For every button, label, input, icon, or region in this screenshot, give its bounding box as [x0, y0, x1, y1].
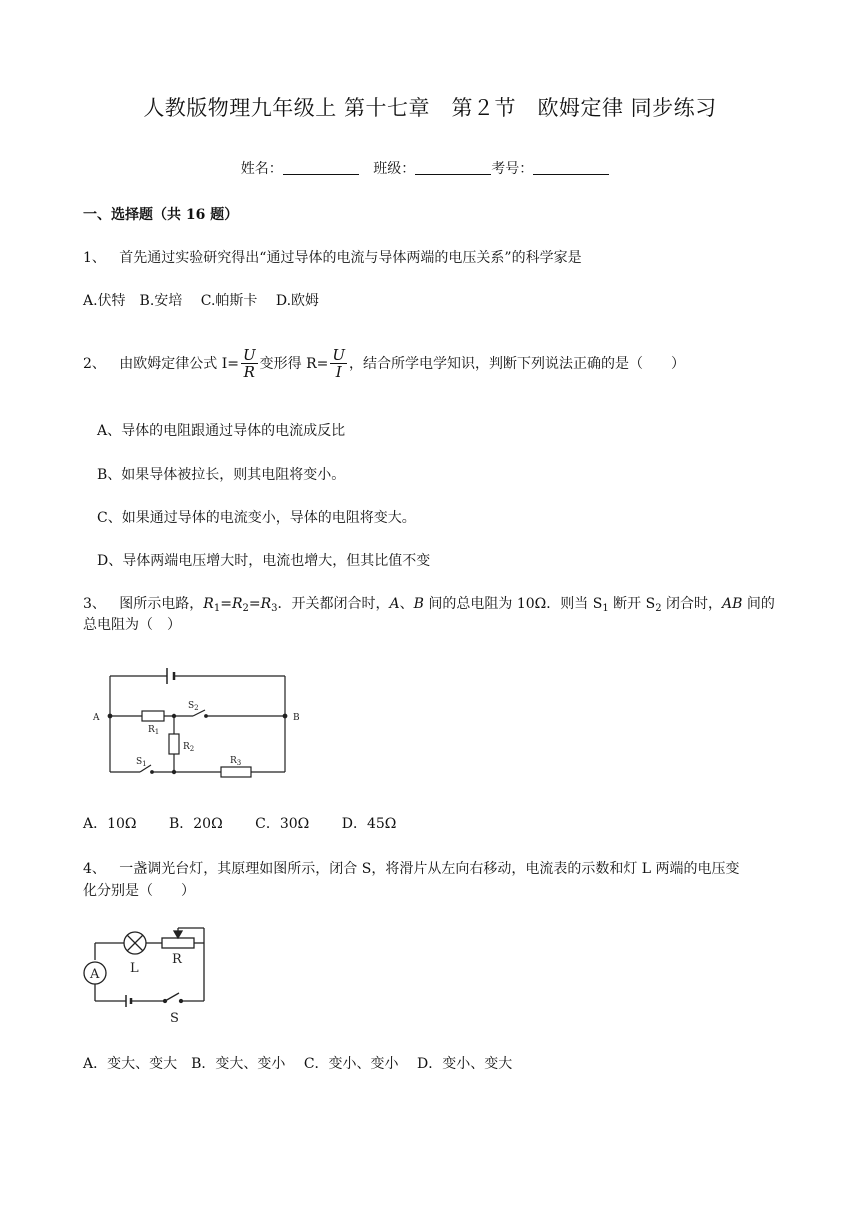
question-number: 3、 [83, 596, 106, 612]
subscript: 2 [655, 603, 662, 614]
var-r: R [203, 596, 214, 612]
label-s1-sub: 1 [142, 760, 147, 768]
name-blank [283, 160, 359, 175]
question-text-post: ，结合所学电学知识，判断下列说法正确的是（ ） [349, 356, 686, 372]
name-label: 姓名： [240, 161, 283, 177]
question-text-pre: 由欧姆定律公式 I= [119, 356, 239, 372]
slider-arrow-head [174, 931, 182, 938]
label-s2-letter: S [188, 701, 195, 711]
page-title: 人教版物理九年级上 第十七章 第２节 欧姆定律 同步练习 [143, 96, 717, 120]
label-b: B [293, 713, 300, 723]
question-text: 一盏调光台灯，其原理如图所示，闭合 S，将滑片从左向右移动，电流表的示数和灯 L 两端的电压变 [119, 861, 740, 877]
var-a: A [389, 596, 400, 612]
question-text: 首先通过实验研究得出“通过导体的电流与导体两端的电压关系”的科学家是 [119, 250, 582, 266]
question-3-line-1 [83, 593, 775, 614]
question-4-line-1 [83, 858, 740, 878]
text-part: = [248, 596, 261, 612]
question-number: 1、 [83, 250, 106, 266]
fraction-numerator: U [243, 345, 256, 364]
question-3-line-2: 总电阻为（ ） [83, 617, 181, 633]
fraction-numerator: U [332, 345, 346, 364]
question-2 [83, 340, 685, 386]
subscript: 3 [271, 603, 278, 614]
question-1 [83, 247, 582, 267]
label-r: R [172, 952, 182, 967]
text-part: 图所示电路， [119, 596, 204, 612]
label-s2-sub: 2 [194, 704, 199, 712]
section-heading: 一、选择题（共 16 题） [83, 207, 239, 223]
fraction-denominator: R [243, 362, 255, 381]
question-2-option-a: A、导体的电阻跟通过导体的电流成反比 [97, 423, 346, 439]
question-number: 4、 [83, 861, 106, 877]
student-info-line [0, 158, 860, 178]
label-r2 [183, 742, 194, 753]
circuit-diagram-q3 [85, 664, 310, 782]
var-r: R [231, 596, 243, 612]
question-4-options: A．变大、变大 B．变大、变小 C．变小、变小 D．变小、变大 [83, 1056, 513, 1072]
switch-s-blade [165, 993, 179, 1001]
label-s1-letter: S [136, 757, 143, 767]
text-part: = [220, 596, 232, 612]
label-l: L [130, 961, 139, 976]
label-r1-sub: 1 [154, 728, 160, 736]
fraction-denominator: I [335, 362, 342, 381]
rheostat-r [162, 938, 194, 948]
label-s2 [188, 701, 199, 712]
resistor-r3 [221, 767, 251, 777]
label-ammeter-a: A [90, 967, 100, 982]
var-r: R [260, 596, 272, 612]
question-2-option-c: C、如果通过导体的电流变小，导体的电阻将变大。 [97, 510, 416, 526]
var-ab: AB [722, 596, 743, 612]
label-r1-letter: R [148, 725, 155, 735]
label-r3-sub: 3 [236, 759, 242, 767]
resistor-r1 [142, 711, 164, 721]
text-part: 间的 [742, 596, 775, 612]
circuit-diagram-q4 [80, 918, 215, 1028]
resistor-r2 [169, 734, 179, 754]
text-part: 断开 S [608, 596, 656, 612]
question-2-option-d: D、导体两端电压增大时，电流也增大，但其比值不变 [97, 553, 431, 569]
class-blank [415, 160, 491, 175]
label-r3-letter: R [230, 756, 237, 766]
formula-fraction-u-over-i [330, 347, 347, 380]
label-r2-letter: R [183, 742, 190, 752]
label-a: A [93, 713, 100, 723]
text-part: 、 [399, 596, 414, 612]
subscript: 2 [242, 603, 249, 614]
label-r3 [230, 756, 241, 767]
question-number: 2、 [83, 356, 106, 372]
label-s: S [170, 1011, 179, 1026]
question-text-mid: 变形得 R= [259, 356, 329, 372]
class-label: 班级： [373, 161, 416, 177]
formula-fraction-u-over-r [241, 347, 258, 380]
label-r1 [148, 725, 159, 736]
label-r2-sub: 2 [189, 745, 195, 753]
exam-label: 考号： [491, 161, 534, 177]
question-2-option-b: B、如果导体被拉长，则其电阻将变小。 [97, 467, 346, 483]
text-part: 间的总电阻为 10Ω．则当 S [423, 596, 603, 612]
question-3-options: A．10Ω B．20Ω C．30Ω D．45Ω [83, 816, 397, 832]
question-1-options: A.伏特 B.安培 C.帕斯卡 D.欧姆 [83, 293, 320, 309]
question-4-line-2: 化分别是（ ） [83, 883, 195, 899]
label-s1 [136, 757, 147, 768]
var-b: B [413, 596, 424, 612]
exam-blank [533, 160, 609, 175]
text-part: ．开关都闭合时， [277, 596, 390, 612]
subscript: 1 [213, 603, 221, 614]
subscript: 1 [602, 603, 609, 614]
text-part: 闭合时， [661, 596, 723, 612]
